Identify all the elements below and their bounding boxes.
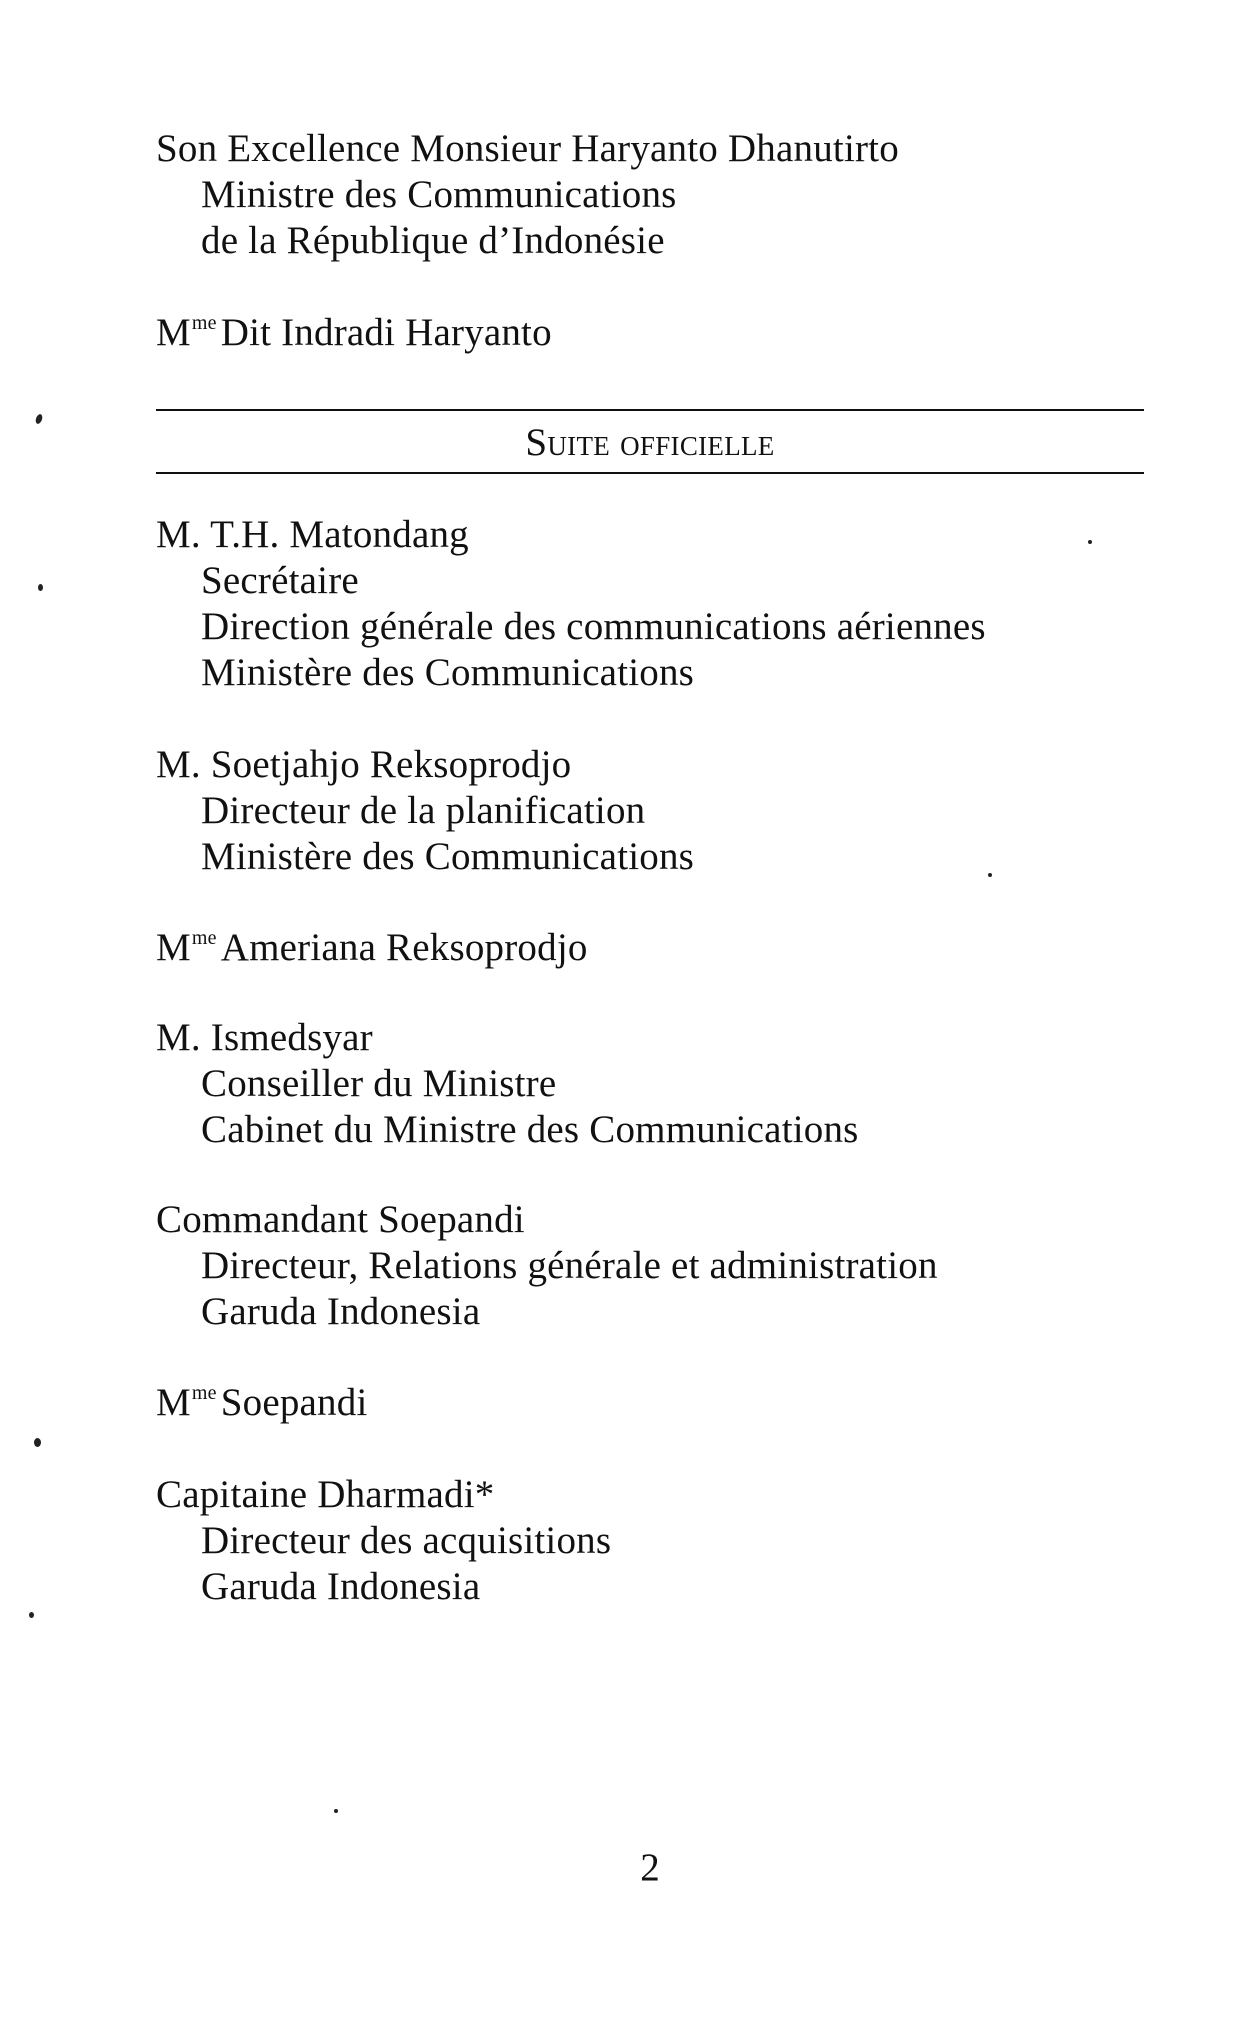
member-name: M. Ismedsyar: [156, 1016, 373, 1059]
scan-speck: [34, 413, 43, 424]
honorific-prefix: M: [156, 1381, 191, 1424]
scan-speck: [38, 584, 43, 591]
member-name: Commandant Soepandi: [156, 1198, 525, 1241]
member-ministry: Ministère des Communications: [201, 835, 695, 878]
member-title: Directeur de la planification: [201, 789, 646, 832]
member-entry: [156, 742, 1156, 880]
delegation-head-title: Ministre des Communications: [201, 173, 677, 216]
member-title: Directeur des acquisitions: [201, 1519, 612, 1562]
member-name: Ameriana Reksoprodjo: [220, 926, 588, 969]
scan-speck: [334, 1809, 338, 1813]
spouse-name: Dit Indradi Haryanto: [220, 311, 552, 354]
honorific-suffix: me: [191, 312, 217, 334]
spouse-name-line: [156, 310, 1156, 356]
member-title: Secrétaire: [201, 559, 359, 602]
honorific-prefix: M: [156, 926, 191, 969]
member-name: Soepandi: [220, 1381, 368, 1424]
scan-speck: [988, 873, 992, 877]
section-rule-top: [156, 409, 1144, 411]
member-department: Cabinet du Ministre des Communications: [201, 1108, 859, 1151]
honorific-prefix: M: [156, 311, 191, 354]
honorific-suffix: me: [191, 1382, 217, 1404]
delegation-head-country: de la République d’Indonésie: [201, 219, 665, 262]
member-entry: [156, 925, 1156, 971]
member-entry: [156, 1380, 1156, 1426]
honorific-suffix: me: [191, 927, 217, 949]
member-entry: [156, 1472, 1156, 1610]
member-title: Directeur, Relations générale et administration: [201, 1244, 938, 1287]
member-entry: [156, 1197, 1156, 1335]
scan-speck: [34, 1438, 41, 1447]
member-entry: [156, 512, 1156, 696]
member-name: Capitaine Dharmadi*: [156, 1473, 495, 1516]
section-title: Suite officielle: [525, 421, 775, 464]
delegation-head-entry: [156, 126, 1156, 264]
member-organization: Garuda Indonesia: [201, 1565, 481, 1608]
member-ministry: Ministère des Communications: [201, 651, 695, 694]
member-name: M. T.H. Matondang: [156, 513, 469, 556]
delegation-head-name: Son Excellence Monsieur Haryanto Dhanutirto: [156, 127, 899, 170]
scan-speck: [29, 1612, 34, 1618]
member-department: Direction générale des communications aériennes: [201, 605, 986, 648]
page-number: 2: [640, 1846, 660, 1889]
spouse-entry: [156, 310, 1156, 356]
member-name-line: [156, 1380, 1156, 1426]
member-name: M. Soetjahjo Reksoprodjo: [156, 743, 572, 786]
member-entry: [156, 1015, 1156, 1153]
member-organization: Garuda Indonesia: [201, 1290, 481, 1333]
member-title: Conseiller du Ministre: [201, 1062, 557, 1105]
scan-speck: [1088, 540, 1092, 544]
section-rule-bottom: [156, 472, 1144, 474]
member-name-line: [156, 925, 1156, 971]
